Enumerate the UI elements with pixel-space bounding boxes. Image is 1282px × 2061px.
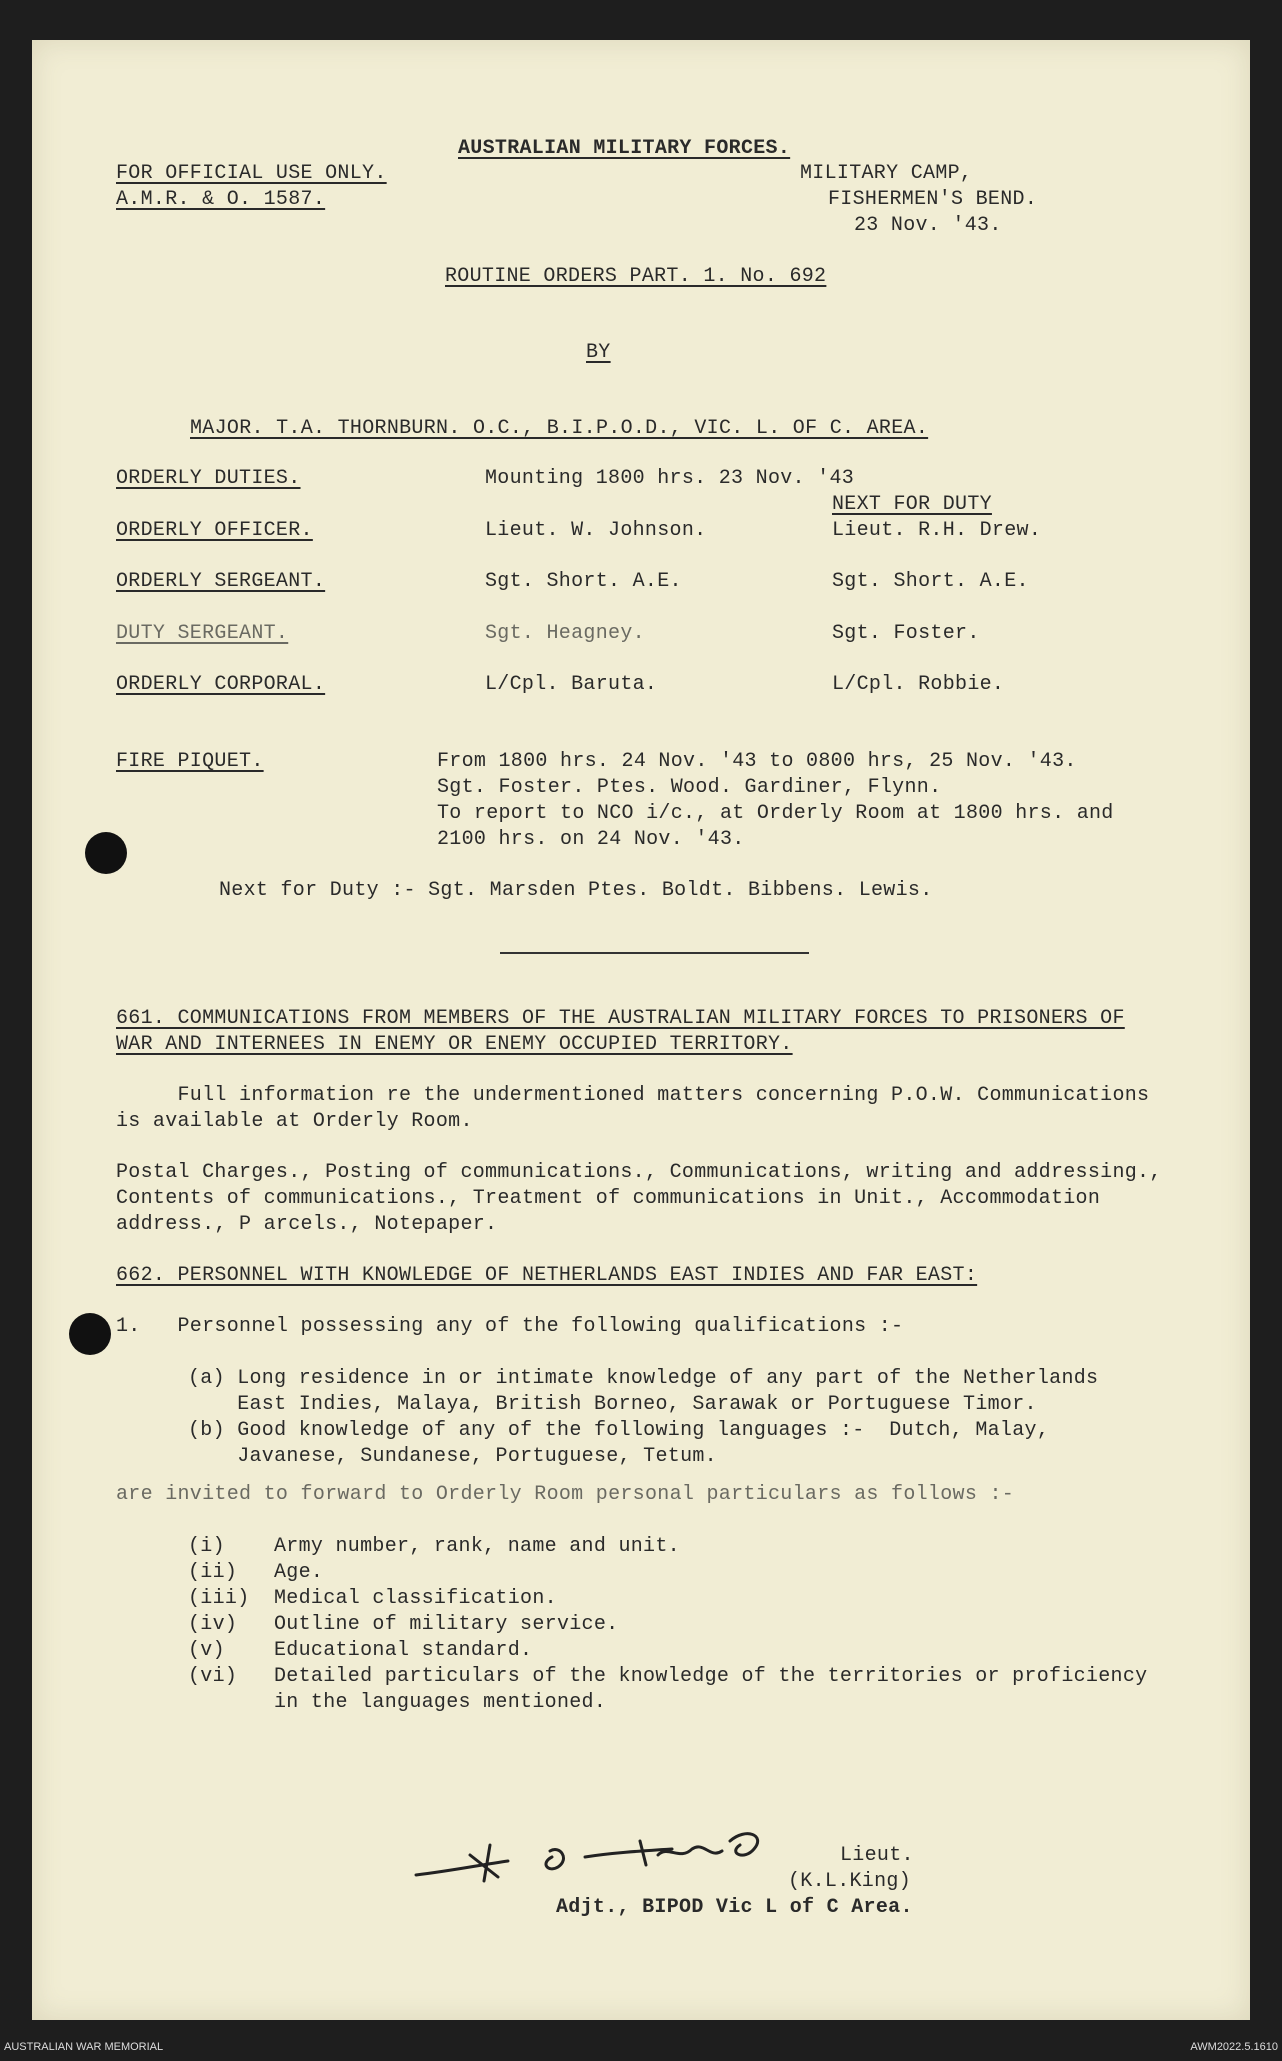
order-661-heading-1: 661. COMMUNICATIONS FROM MEMBERS OF THE AUSTRALIAN MILITARY FORCES TO PRISONERS OF (116, 1007, 1125, 1030)
duty-role-duty-sergeant: DUTY SERGEANT. (116, 622, 289, 645)
punch-hole-top (85, 832, 127, 874)
signature-name: (K.L.King) (788, 1870, 912, 1893)
qualification-b-line2: Javanese, Sundanese, Portuguese, Tetum. (188, 1445, 717, 1468)
fire-piquet-next: Next for Duty :- Sgt. Marsden Ptes. Boldt. Bibbens. Lewis. (219, 879, 933, 902)
handwritten-signature (410, 1805, 830, 1895)
classification: FOR OFFICIAL USE ONLY. (116, 162, 387, 185)
reference: A.M.R. & O. 1587. (116, 188, 326, 211)
order-661-para1-line2: is available at Orderly Room. (116, 1110, 473, 1133)
particular-num-i: (i) (188, 1535, 225, 1558)
duties-mounting: Mounting 1800 hrs. 23 Nov. '43 (485, 467, 855, 490)
qualification-a-line1: (a) Long residence in or intimate knowledge of any part of the Netherlands (188, 1367, 1099, 1390)
fire-piquet-line-1: From 1800 hrs. 24 Nov. '43 to 0800 hrs, 25 Nov. '43. (437, 750, 1077, 773)
order-661-para2-line3: address., P arcels., Notepaper. (116, 1213, 498, 1236)
document-title: ROUTINE ORDERS PART. 1. No. 692 (445, 265, 827, 288)
duty-next-duty-sergeant: Sgt. Foster. (832, 622, 980, 645)
punch-hole-bottom (69, 1313, 111, 1355)
duty-next-orderly-officer: Lieut. R.H. Drew. (832, 519, 1042, 542)
particular-text-iv: Outline of military service. (274, 1613, 619, 1636)
next-for-duty-header: NEXT FOR DUTY (832, 493, 992, 516)
duty-next-orderly-sergeant: Sgt. Short. A.E. (832, 570, 1029, 593)
order-662-invite: are invited to forward to Orderly Room personal particulars as follows :- (116, 1483, 1015, 1506)
by-line: BY (586, 341, 611, 364)
particular-text-vi: Detailed particulars of the knowledge of the territories or proficiency (274, 1665, 1148, 1688)
particular-num-vi: (vi) (188, 1665, 238, 1688)
particular-text-vi-line2: in the languages mentioned. (274, 1691, 607, 1714)
order-662-item-1: 1. Personnel possessing any of the following qualifications :- (116, 1315, 904, 1338)
particular-text-iii: Medical classification. (274, 1587, 557, 1610)
duty-current-orderly-corporal: L/Cpl. Baruta. (485, 673, 658, 696)
section-divider (500, 952, 809, 954)
order-661-heading-2: WAR AND INTERNEES IN ENEMY OR ENEMY OCCUPIED TERRITORY. (116, 1033, 793, 1056)
particular-text-v: Educational standard. (274, 1639, 533, 1662)
duty-next-orderly-corporal: L/Cpl. Robbie. (832, 673, 1005, 696)
archive-credit: AUSTRALIAN WAR MEMORIAL (4, 2041, 164, 2053)
order-661-para2-line1: Postal Charges., Posting of communications., Communications, writing and addressing., (116, 1161, 1162, 1184)
duties-heading: ORDERLY DUTIES. (116, 467, 301, 490)
location-line-2: FISHERMEN'S BEND. (828, 188, 1038, 211)
fire-piquet-label: FIRE PIQUET. (116, 750, 264, 773)
particular-num-iv: (iv) (188, 1613, 238, 1636)
duty-role-orderly-sergeant: ORDERLY SERGEANT. (116, 570, 326, 593)
authority-line: MAJOR. T.A. THORNBURN. O.C., B.I.P.O.D., VIC. L. OF C. AREA. (190, 417, 929, 440)
qualification-a-line2: East Indies, Malaya, British Borneo, Sarawak or Portuguese Timor. (188, 1393, 1037, 1416)
duty-current-orderly-sergeant: Sgt. Short. A.E. (485, 570, 682, 593)
org-heading: AUSTRALIAN MILITARY FORCES. (458, 137, 791, 160)
duty-current-orderly-officer: Lieut. W. Johnson. (485, 519, 707, 542)
signature-rank: Lieut. (840, 1844, 914, 1867)
particular-num-v: (v) (188, 1639, 225, 1662)
duty-role-orderly-corporal: ORDERLY CORPORAL. (116, 673, 326, 696)
particular-num-iii: (iii) (188, 1587, 250, 1610)
signature-appointment: Adjt., BIPOD Vic L of C Area. (556, 1896, 913, 1919)
order-661-para1-line1: Full information re the undermentioned matters concerning P.O.W. Communications (116, 1084, 1150, 1107)
order-661-para2-line2: Contents of communications., Treatment of communications in Unit., Accommodation (116, 1187, 1101, 1210)
particular-text-i: Army number, rank, name and unit. (274, 1535, 680, 1558)
particular-text-ii: Age. (274, 1561, 324, 1584)
order-662-heading: 662. PERSONNEL WITH KNOWLEDGE OF NETHERLANDS EAST INDIES AND FAR EAST: (116, 1264, 978, 1287)
fire-piquet-line-2: Sgt. Foster. Ptes. Wood. Gardiner, Flynn. (437, 776, 942, 799)
fire-piquet-line-3: To report to NCO i/c., at Orderly Room at 1800 hrs. and (437, 802, 1114, 825)
archive-reference: AWM2022.5.1610 (1190, 2041, 1278, 2053)
document-date: 23 Nov. '43. (854, 214, 1002, 237)
fire-piquet-line-4: 2100 hrs. on 24 Nov. '43. (437, 828, 745, 851)
location-line-1: MILITARY CAMP, (800, 162, 973, 185)
duty-current-duty-sergeant: Sgt. Heagney. (485, 622, 645, 645)
duty-role-orderly-officer: ORDERLY OFFICER. (116, 519, 313, 542)
qualification-b-line1: (b) Good knowledge of any of the following languages :- Dutch, Malay, (188, 1419, 1050, 1442)
particular-num-ii: (ii) (188, 1561, 238, 1584)
